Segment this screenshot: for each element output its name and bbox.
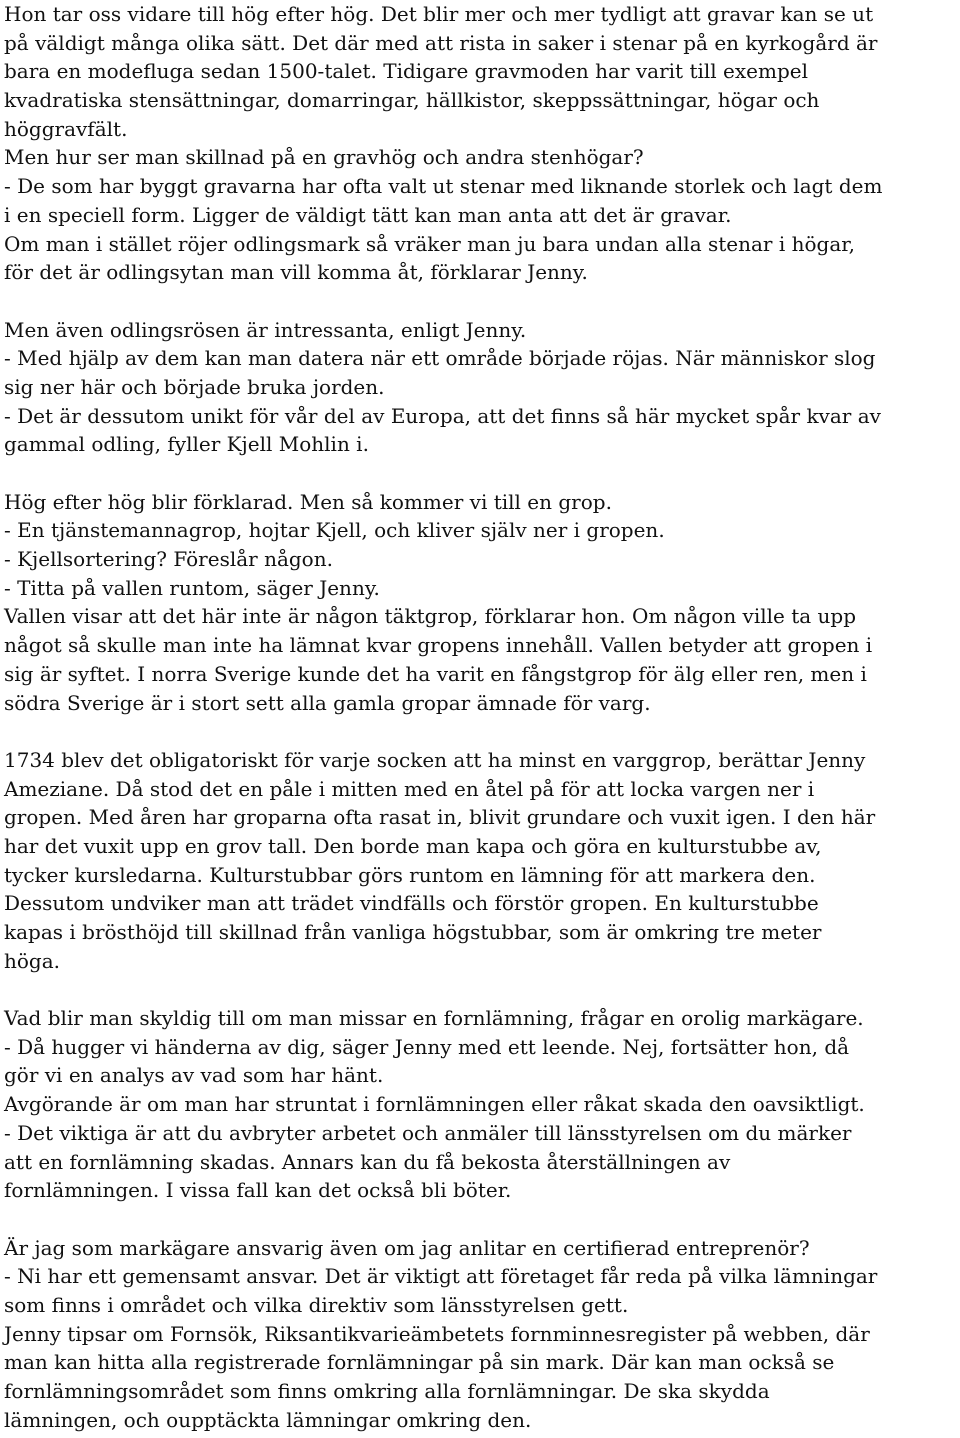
text-line: Men även odlingsrösen är intressanta, enligt Jenny. [4, 317, 527, 342]
text-line: att en fornlämning skadas. Annars kan du få bekosta återställningen av [4, 1149, 731, 1174]
text-line: man kan hitta alla registrerade fornlämningar på sin mark. Där kan man också se [4, 1350, 835, 1375]
paragraph [4, 316, 956, 459]
text-line: höggravfält. [4, 116, 128, 141]
text-line: har det vuxit upp en grov tall. Den borde man kapa och göra en kulturstubbe av, [4, 833, 822, 858]
text-line: lämningen, och oupptäckta lämningar omkring den. [4, 1407, 532, 1432]
article-body [4, 0, 956, 1434]
text-line: Ameziane. Då stod det en påle i mitten med en åtel på för att locka vargen ner i [4, 776, 815, 801]
text-line: i en speciell form. Ligger de väldigt tätt kan man anta att det är gravar. [4, 202, 732, 227]
paragraph [4, 1004, 956, 1205]
text-line: fornlämningsområdet som finns omkring alla fornlämningar. De ska skydda [4, 1379, 770, 1403]
text-line: - Då hugger vi händerna av dig, säger Jenny med ett leende. Nej, fortsätter hon, då [4, 1034, 850, 1059]
paragraph-gap [4, 975, 956, 1004]
text-line: som finns i området och vilka direktiv som länsstyrelsen gett. [4, 1292, 629, 1317]
paragraph [4, 488, 956, 718]
text-line: - Det viktiga är att du avbryter arbetet och anmäler till länsstyrelsen om du märker [4, 1120, 852, 1145]
text-line: - Det är dessutom unikt för vår del av Europa, att det finns så här mycket spår kvar av [4, 403, 881, 428]
text-line: tycker kursledarna. Kulturstubbar görs runtom en lämning för att markera den. [4, 862, 816, 887]
text-line: kvadratiska stensättningar, domarringar, hällkistor, skeppssättningar, högar och [4, 88, 820, 113]
text-line: något så skulle man inte ha lämnat kvar gropens innehåll. Vallen betyder att gropen i [4, 633, 873, 658]
text-line: - Titta på vallen runtom, säger Jenny. [4, 575, 380, 600]
text-line: på väldigt många olika sätt. Det där med att rista in saker i stenar på en kyrkogård är [4, 30, 878, 55]
text-line: 1734 blev det obligatoriskt för varje socken att ha minst en varggrop, berättar Jenny [4, 747, 866, 772]
text-line: Avgörande är om man har struntat i fornlämningen eller råkat skada den oavsiktligt. [4, 1092, 865, 1117]
paragraph-gap [4, 287, 956, 316]
text-line: Hon tar oss vidare till hög efter hög. Det blir mer och mer tydligt att gravar kan se ut [4, 2, 874, 26]
text-line: Är jag som markägare ansvarig även om jag anlitar en certifierad entreprenör? [4, 1235, 810, 1260]
text-line: Men hur ser man skillnad på en gravhög och andra stenhögar? [4, 145, 644, 170]
text-line: Vallen visar att det här inte är någon täktgrop, förklarar hon. Om någon ville ta upp [4, 604, 857, 629]
text-line: gör vi en analys av vad som har hänt. [4, 1063, 384, 1088]
text-line: gammal odling, fyller Kjell Mohlin i. [4, 432, 369, 457]
paragraph-gap [4, 717, 956, 746]
text-line: sig ner här och började bruka jorden. [4, 374, 385, 399]
text-line: - Med hjälp av dem kan man datera när ett område började röjas. När människor slog [4, 346, 876, 371]
text-line: Jenny tipsar om Fornsök, Riksantikvarieämbetets fornminnesregister på webben, där [4, 1321, 870, 1346]
text-line: Hög efter hög blir förklarad. Men så kommer vi till en grop. [4, 489, 612, 514]
text-line: sig är syftet. I norra Sverige kunde det ha varit en fångstgrop för älg eller ren, men i [4, 661, 867, 686]
text-line: södra Sverige är i stort sett alla gamla gropar ämnade för varg. [4, 690, 651, 715]
paragraph-gap [4, 1205, 956, 1234]
text-line: - Ni har ett gemensamt ansvar. Det är viktigt att företaget får reda på vilka lämningar [4, 1264, 878, 1289]
paragraph [4, 746, 956, 976]
text-line: kapas i brösthöjd till skillnad från vanliga högstubbar, som är omkring tre meter [4, 920, 822, 944]
text-line: - En tjänstemannagrop, hojtar Kjell, och kliver själv ner i gropen. [4, 518, 665, 543]
text-line: - Kjellsortering? Föreslår någon. [4, 547, 333, 572]
text-line: gropen. Med åren har groparna ofta rasat in, blivit grundare och vuxit igen. I den här [4, 805, 876, 830]
paragraph [4, 0, 956, 287]
paragraph [4, 1234, 956, 1435]
text-line: Dessutom undviker man att trädet vindfälls och förstör gropen. En kulturstubbe [4, 891, 819, 916]
text-line: fornlämningen. I vissa fall kan det också bli böter. [4, 1178, 512, 1203]
text-line: Vad blir man skyldig till om man missar en fornlämning, frågar en orolig markägare. [4, 1006, 864, 1031]
text-line: Om man i stället röjer odlingsmark så vräker man ju bara undan alla stenar i högar, [4, 231, 855, 256]
text-line: bara en modefluga sedan 1500-talet. Tidigare gravmoden har varit till exempel [4, 59, 808, 84]
text-line: - De som har byggt gravarna har ofta valt ut stenar med liknande storlek och lagt dem [4, 174, 883, 199]
text-line: för det är odlingsytan man vill komma åt, förklarar Jenny. [4, 260, 588, 285]
text-line: höga. [4, 948, 61, 973]
paragraph-gap [4, 459, 956, 488]
